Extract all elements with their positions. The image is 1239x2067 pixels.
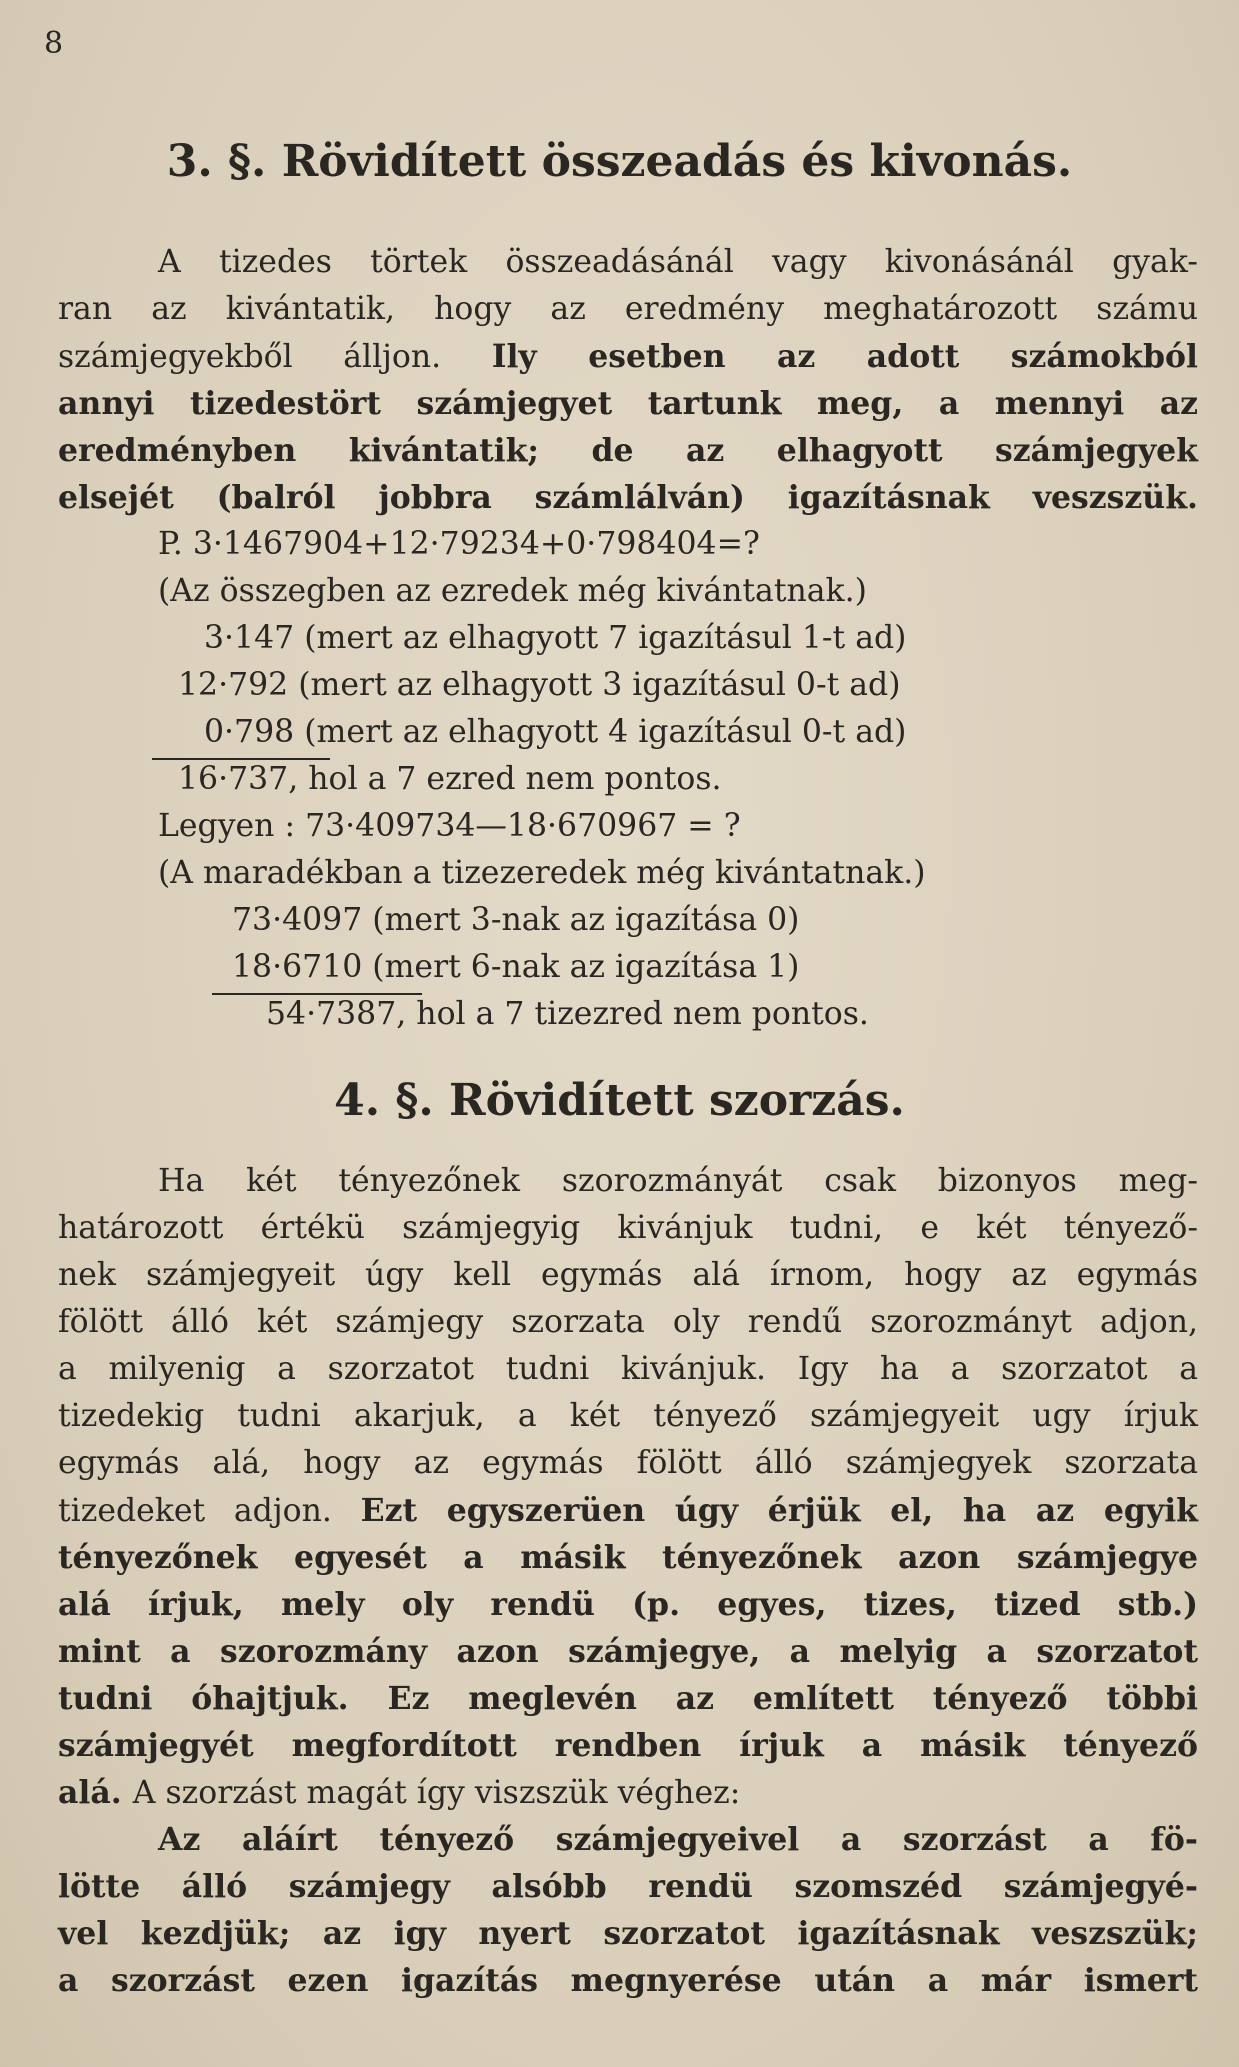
example-1-row-2: 12·792 (mert az elhagyott 3 igazításul 0-t ad) [178, 667, 901, 703]
s4-line-15: Az aláírt tényező számjegyeivel a szorzást a fö- [158, 1821, 1198, 1858]
example-1-problem: P. 3·1467904+12·79234+0·798404=? [158, 526, 760, 562]
example-2-row-2: 18·6710 (mert 6-nak az igazítása 1) [232, 949, 800, 985]
s3-line-3: számjegyekből álljon. Ily esetben az adott számokból [58, 338, 1198, 375]
difference-rule [212, 993, 422, 995]
example-1-result: 16·737, hol a 7 ezred nem pontos. [178, 761, 722, 797]
example-1-row-3: 0·798 (mert az elhagyott 4 igazításul 0-t ad) [204, 714, 907, 750]
example-1-row-1: 3·147 (mert az elhagyott 7 igazításul 1-t ad) [204, 620, 907, 656]
s4-line-12: tudni óhajtjuk. Ez meglevén az említett tényező többi [58, 1680, 1198, 1717]
s4-line-7: egymás alá, hogy az egymás fölött álló számjegyek szorzata [58, 1445, 1198, 1481]
s4-line-5: a milyenig a szorzatot tudni kivánjuk. Igy ha a szorzatot a [58, 1351, 1198, 1387]
s4-line-16: lötte álló számjegy alsóbb rendü szomszéd számjegyé- [58, 1868, 1198, 1905]
s3-line-6: elsejét (balról jobbra számlálván) igazításnak veszszük. [58, 479, 1198, 516]
page-number: 8 [44, 26, 64, 61]
s4-line-17: vel kezdjük; az igy nyert szorzatot igazításnak veszszük; [58, 1915, 1198, 1952]
s4-line-18: a szorzást ezen igazítás megnyerése után a már ismert [58, 1962, 1198, 1999]
s4-line-6: tizedekig tudni akarjuk, a két tényező számjegyeit ugy írjuk [58, 1398, 1198, 1434]
s4-line-14: alá. A szorzást magát így viszszük véghez: [58, 1774, 741, 1811]
s3-line-2: ran az kivántatik, hogy az eredmény meghatározott számu [58, 291, 1198, 327]
s3-line-1: A tizedes törtek összeadásánál vagy kivonásánál gyak- [158, 244, 1198, 280]
s4-line-2: határozott értékü számjegyig kivánjuk tudni, e két tényező- [58, 1210, 1198, 1246]
section-4-heading: 4. §. Rövidített szorzás. [334, 1075, 905, 1126]
example-2-result: 54·7387, hol a 7 tizezred nem pontos. [266, 996, 869, 1032]
s4-line-9: tényezőnek egyesét a másik tényezőnek azon számjegye [58, 1539, 1198, 1576]
s4-line-11: mint a szorozmány azon számjegye, a melyig a szorzatot [58, 1633, 1198, 1670]
s4-line-10: alá írjuk, mely oly rendü (p. egyes, tizes, tized stb.) [58, 1586, 1198, 1623]
example-2-note: (A maradékban a tizezeredek még kivántatnak.) [158, 855, 926, 891]
s4-line-8: tizedeket adjon. Ezt egyszerüen úgy érjük el, ha az egyik [58, 1492, 1198, 1529]
s3-line-5: eredményben kivántatik; de az elhagyott számjegyek [58, 432, 1198, 469]
example-1-note: (Az összegben az ezredek még kivántatnak.) [158, 573, 867, 609]
s4-line-3: nek számjegyeit úgy kell egymás alá írnom, hogy az egymás [58, 1257, 1198, 1293]
s3-line-4: annyi tizedestört számjegyet tartunk meg, a mennyi az [58, 385, 1198, 422]
s4-line-4: fölött álló két számjegy szorzata oly rendű szorozmányt adjon, [58, 1304, 1198, 1340]
example-2-problem: Legyen : 73·409734—18·670967 = ? [158, 808, 741, 844]
sum-rule [152, 758, 330, 760]
section-3-heading: 3. §. Rövidített összeadás és kivonás. [166, 136, 1073, 187]
example-2-row-1: 73·4097 (mert 3-nak az igazítása 0) [232, 902, 800, 938]
s4-line-1: Ha két tényezőnek szorozmányát csak bizonyos meg- [158, 1163, 1198, 1199]
s4-line-13: számjegyét megfordított rendben írjuk a másik tényező [58, 1727, 1198, 1764]
